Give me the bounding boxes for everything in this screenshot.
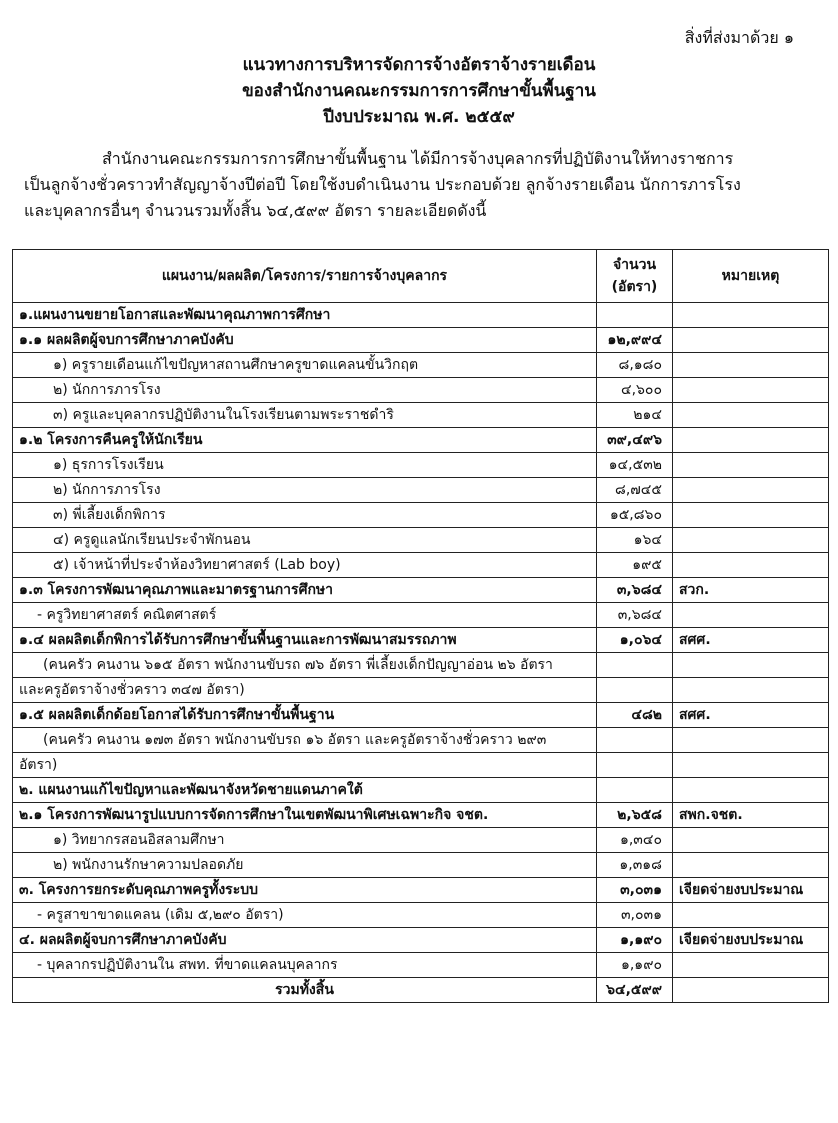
- row-description: ๔. ผลผลิตผู้จบการศึกษาภาคบังคับ: [13, 928, 597, 953]
- row-description: ๑) วิทยากรสอนอิสลามศึกษา: [13, 828, 597, 853]
- row-description: ๓) ครูและบุคลากรปฏิบัติงานในโรงเรียนตามพระราชดำริ: [13, 403, 597, 428]
- row-description: ๒) นักการภารโรง: [13, 378, 597, 403]
- row-description: ๒) พนักงานรักษาความปลอดภัย: [13, 853, 597, 878]
- row-note: [673, 553, 829, 578]
- row-amount: [597, 753, 673, 778]
- row-description: (คนครัว คนงาน ๑๗๓ อัตรา พนักงานขับรถ ๑๖ อัตรา และครูอัตราจ้างชั่วคราว ๒๙๓: [13, 728, 597, 753]
- row-note: [673, 828, 829, 853]
- row-amount: ๓,๐๓๑: [597, 903, 673, 928]
- row-description: ๔) ครูดูแลนักเรียนประจำพักนอน: [13, 528, 597, 553]
- row-note: สวก.: [673, 578, 829, 603]
- row-description: ๒) นักการภารโรง: [13, 478, 597, 503]
- table-row: [13, 903, 829, 928]
- row-note: เจียดจ่ายงบประมาณ: [673, 878, 829, 903]
- row-amount: ๘,๗๔๕: [597, 478, 673, 503]
- row-note: [673, 603, 829, 628]
- row-amount: ๑๔,๕๓๒: [597, 453, 673, 478]
- total-row: [13, 978, 829, 1003]
- total-note: [673, 978, 829, 1003]
- row-amount: ๓,๐๓๑: [597, 878, 673, 903]
- table-row: [13, 628, 829, 653]
- row-description: ๑) ครูรายเดือนแก้ไขปัญหาสถานศึกษาครูขาดแคลนขั้นวิกฤต: [13, 353, 597, 378]
- row-note: [673, 303, 829, 328]
- row-note: [673, 728, 829, 753]
- table-row: [13, 528, 829, 553]
- row-description: ๑.๔ ผลผลิตเด็กพิการได้รับการศึกษาขั้นพื้นฐานและการพัฒนาสมรรถภาพ: [13, 628, 597, 653]
- row-amount: [597, 653, 673, 678]
- intro-paragraph: [24, 146, 814, 224]
- row-note: สพก.จชต.: [673, 803, 829, 828]
- row-amount: [597, 678, 673, 703]
- row-description: ๒. แผนงานแก้ไขปัญหาและพัฒนาจังหวัดชายแดนภาคใต้: [13, 778, 597, 803]
- attachment-reference: สิ่งที่ส่งมาด้วย ๑: [684, 28, 794, 47]
- header-note: หมายเหตุ: [673, 250, 829, 303]
- row-description: อัตรา): [13, 753, 597, 778]
- row-note: [673, 353, 829, 378]
- title-line-3: ปีงบประมาณ พ.ศ. ๒๕๕๙: [323, 107, 515, 127]
- row-note: [673, 953, 829, 978]
- table-row: [13, 953, 829, 978]
- row-description: (คนครัว คนงาน ๖๑๕ อัตรา พนักงานขับรถ ๗๖ อัตรา พี่เลี้ยงเด็กปัญญาอ่อน ๒๖ อัตรา: [13, 653, 597, 678]
- row-amount: ๓,๖๘๔: [597, 603, 673, 628]
- row-note: [673, 678, 829, 703]
- row-note: [673, 528, 829, 553]
- row-note: [673, 403, 829, 428]
- row-note: [673, 653, 829, 678]
- row-amount: [597, 778, 673, 803]
- row-amount: ๑,๐๖๔: [597, 628, 673, 653]
- header-amount: [597, 250, 673, 303]
- row-amount: ๑๕,๘๖๐: [597, 503, 673, 528]
- table-row: [13, 503, 829, 528]
- title-line-2: ของสำนักงานคณะกรรมการการศึกษาขั้นพื้นฐาน: [242, 81, 596, 101]
- table-header-row: [13, 250, 829, 303]
- row-amount: ๑๙๕: [597, 553, 673, 578]
- row-amount: ๑,๑๙๐: [597, 953, 673, 978]
- table-row: [13, 603, 829, 628]
- row-description: ๑.๓ โครงการพัฒนาคุณภาพและมาตรฐานการศึกษา: [13, 578, 597, 603]
- table-row: [13, 878, 829, 903]
- table-row: [13, 928, 829, 953]
- document-title: [0, 52, 838, 130]
- row-description: ๑.๒ โครงการคืนครูให้นักเรียน: [13, 428, 597, 453]
- row-note: [673, 753, 829, 778]
- table-row: [13, 803, 829, 828]
- row-amount: ๑,๑๙๐: [597, 928, 673, 953]
- table-row: [13, 778, 829, 803]
- row-note: [673, 478, 829, 503]
- row-note: [673, 853, 829, 878]
- total-amount: ๖๔,๕๙๙: [597, 978, 673, 1003]
- table-row: [13, 853, 829, 878]
- row-amount: ๒,๖๕๘: [597, 803, 673, 828]
- intro-line-2: เป็นลูกจ้างชั่วคราวทำสัญญาจ้างปีต่อปี โดยใช้งบดำเนินงาน ประกอบด้วย ลูกจ้างรายเดือน นักการภารโรง: [24, 175, 741, 194]
- row-note: [673, 903, 829, 928]
- row-description: ๑.๑ ผลผลิตผู้จบการศึกษาภาคบังคับ: [13, 328, 597, 353]
- table-row: [13, 328, 829, 353]
- row-note: สศศ.: [673, 703, 829, 728]
- table-row: [13, 753, 829, 778]
- row-description: ๑.แผนงานขยายโอกาสและพัฒนาคุณภาพการศึกษา: [13, 303, 597, 328]
- row-description: ๑.๕ ผลผลิตเด็กด้อยโอกาสได้รับการศึกษาขั้นพื้นฐาน: [13, 703, 597, 728]
- row-amount: ๔,๖๐๐: [597, 378, 673, 403]
- row-description: ๓) พี่เลี้ยงเด็กพิการ: [13, 503, 597, 528]
- table-row: [13, 553, 829, 578]
- table-row: [13, 678, 829, 703]
- row-amount: ๑,๓๔๐: [597, 828, 673, 853]
- row-note: [673, 453, 829, 478]
- row-description: - บุคลากรปฏิบัติงานใน สพท. ที่ขาดแคลนบุคลากร: [13, 953, 597, 978]
- row-amount: ๑๒,๙๙๔: [597, 328, 673, 353]
- row-description: ๑) ธุรการโรงเรียน: [13, 453, 597, 478]
- row-description: ๓. โครงการยกระดับคุณภาพครูทั้งระบบ: [13, 878, 597, 903]
- header-amount-line-1: จำนวน: [612, 257, 657, 273]
- row-note: สศศ.: [673, 628, 829, 653]
- row-amount: ๘,๑๘๐: [597, 353, 673, 378]
- staffing-table: [12, 249, 829, 1003]
- intro-line-1: สำนักงานคณะกรรมการการศึกษาขั้นพื้นฐาน ได้มีการจ้างบุคลากรที่ปฏิบัติงานให้ทางราชการ: [102, 149, 734, 168]
- row-description: ๕) เจ้าหน้าที่ประจำห้องวิทยาศาสตร์ (Lab boy): [13, 553, 597, 578]
- table-row: [13, 703, 829, 728]
- row-amount: ๓,๖๘๔: [597, 578, 673, 603]
- row-amount: ๒๑๔: [597, 403, 673, 428]
- table-row: [13, 403, 829, 428]
- row-note: [673, 378, 829, 403]
- row-description: ๒.๑ โครงการพัฒนารูปแบบการจัดการศึกษาในเขตพัฒนาพิเศษเฉพาะกิจ จชต.: [13, 803, 597, 828]
- row-description: - ครูวิทยาศาสตร์ คณิตศาสตร์: [13, 603, 597, 628]
- row-note: [673, 778, 829, 803]
- table-row: [13, 478, 829, 503]
- table-row: [13, 453, 829, 478]
- table-row: [13, 353, 829, 378]
- row-amount: ๔๘๒: [597, 703, 673, 728]
- title-line-1: แนวทางการบริหารจัดการจ้างอัตราจ้างรายเดือน: [242, 55, 596, 75]
- table-row: [13, 728, 829, 753]
- table-row: [13, 428, 829, 453]
- row-description: - ครูสาขาขาดแคลน (เดิม ๕,๒๙๐ อัตรา): [13, 903, 597, 928]
- row-amount: [597, 728, 673, 753]
- row-note: [673, 428, 829, 453]
- header-amount-line-2: (อัตรา): [611, 279, 658, 295]
- row-description: และครูอัตราจ้างชั่วคราว ๓๔๗ อัตรา): [13, 678, 597, 703]
- total-label: รวมทั้งสิ้น: [13, 978, 597, 1003]
- header-description: แผนงาน/ผลผลิต/โครงการ/รายการจ้างบุคลากร: [13, 250, 597, 303]
- table-row: [13, 653, 829, 678]
- table-row: [13, 378, 829, 403]
- intro-line-3: และบุคลากรอื่นๆ จำนวนรวมทั้งสิ้น ๖๔,๕๙๙ อัตรา รายละเอียดดังนี้: [24, 201, 487, 220]
- table-row: [13, 828, 829, 853]
- row-amount: ๓๙,๔๙๖: [597, 428, 673, 453]
- row-note: [673, 503, 829, 528]
- row-amount: ๑๖๔: [597, 528, 673, 553]
- table-row: [13, 578, 829, 603]
- row-note: [673, 328, 829, 353]
- table-row: [13, 303, 829, 328]
- row-amount: ๑,๓๑๘: [597, 853, 673, 878]
- row-note: เจียดจ่ายงบประมาณ: [673, 928, 829, 953]
- row-amount: [597, 303, 673, 328]
